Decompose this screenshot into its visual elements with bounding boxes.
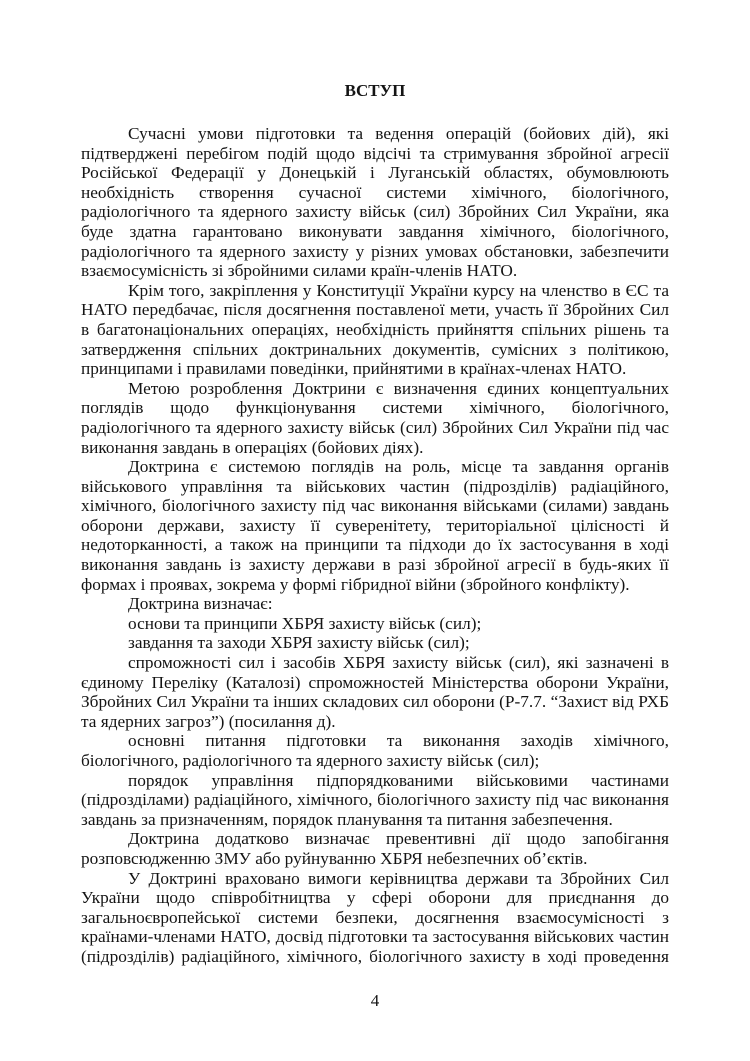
- list-item: спроможності сил і засобів ХБРЯ захисту військ (сил), які зазначені в єдиному Переліку (Каталозі) спроможностей Міністерства оборони України, Збройних Сил України та інших складових сил оборони (Р-7.7. “Захист від РХБ та ядерних загроз”) (посилання д).: [81, 653, 669, 731]
- list-item: основні питання підготовки та виконання заходів хімічного, біологічного, радіологічного та ядерного захисту військ (сил);: [81, 731, 669, 770]
- list-item: порядок управління підпорядкованими військовими частинами (підрозділами) радіаційного, хімічного, біологічного захисту під час виконання завдань за призначенням, порядок планування та питання забезпечення.: [81, 770, 669, 829]
- paragraph: Крім того, закріплення у Конституції України курсу на членство в ЄС та НАТО передбачає, після досягнення поставленої мети, участь її Збройних Сил в багатонаціональних операціях, необхідність прийняття спільних рішень та затвердження спільних доктринальних документів, сумісних з політикою, принципами і правилами поведінки, прийнятими в країнах-членах НАТО.: [81, 280, 669, 379]
- page-number: 4: [370, 991, 380, 1010]
- paragraph: Доктрина додатково визначає превентивні дії щодо запобігання розповсюдженню ЗМУ або руйнуванню ХБРЯ небезпечних об’єктів.: [81, 829, 669, 868]
- list-item: основи та принципи ХБРЯ захисту військ (сил);: [128, 613, 482, 633]
- section-title: ВСТУП: [344, 81, 406, 100]
- list-item: завдання та заходи ХБРЯ захисту військ (сил);: [128, 633, 470, 653]
- paragraph: Доктрина є системою поглядів на роль, місце та завдання органів військового управління та військових частин (підрозділів) радіаційного, хімічного, біологічного захисту під час виконання військами (силами) завдань оборони держави, захисту її суверенітету, територіальної цілісності й недоторканності, а також на принципи та підходи до їх застосування в ході виконання завдань із захисту держави в разі збройної агресії в будь-яких її формах і проявах, зокрема у формі гібридної війни (збройного конфлікту).: [81, 457, 669, 594]
- paragraph: У Доктрині враховано вимоги керівництва держави та Збройних Сил України щодо співробітництва у сфері оборони для приєднання до загальноєвропейської системи безпеки, досягнення взаємосумісності з країнами-членами НАТО, досвід підготовки та застосування військових частин (підрозділів) радіаційного, хімічного, біологічного захисту в ході проведення: [81, 868, 669, 966]
- paragraph: Доктрина визначає:: [128, 594, 273, 614]
- paragraph: Сучасні умови підготовки та ведення операцій (бойових дій), які підтверджені перебігом подій щодо відсічі та стримування збройної агресії Російської Федерації у Донецькій і Луганській областях, обумовлюють необхідність створення сучасної системи хімічного, біологічного, радіологічного та ядерного захисту військ (сил) Збройних Сил України, яка буде здатна гарантовано виконувати завдання хімічного, біологічного, радіологічного та ядерного захисту у різних умовах обстановки, забезпечити взаємосумісність зі збройними силами країн-членів НАТО.: [81, 124, 669, 281]
- body-text: [81, 124, 669, 967]
- paragraph: Метою розроблення Доктрини є визначення єдиних концептуальних поглядів щодо функціонування системи хімічного, біологічного, радіологічного та ядерного захисту військ (сил) Збройних Сил України під час виконання завдань в операціях (бойових діях).: [81, 378, 669, 457]
